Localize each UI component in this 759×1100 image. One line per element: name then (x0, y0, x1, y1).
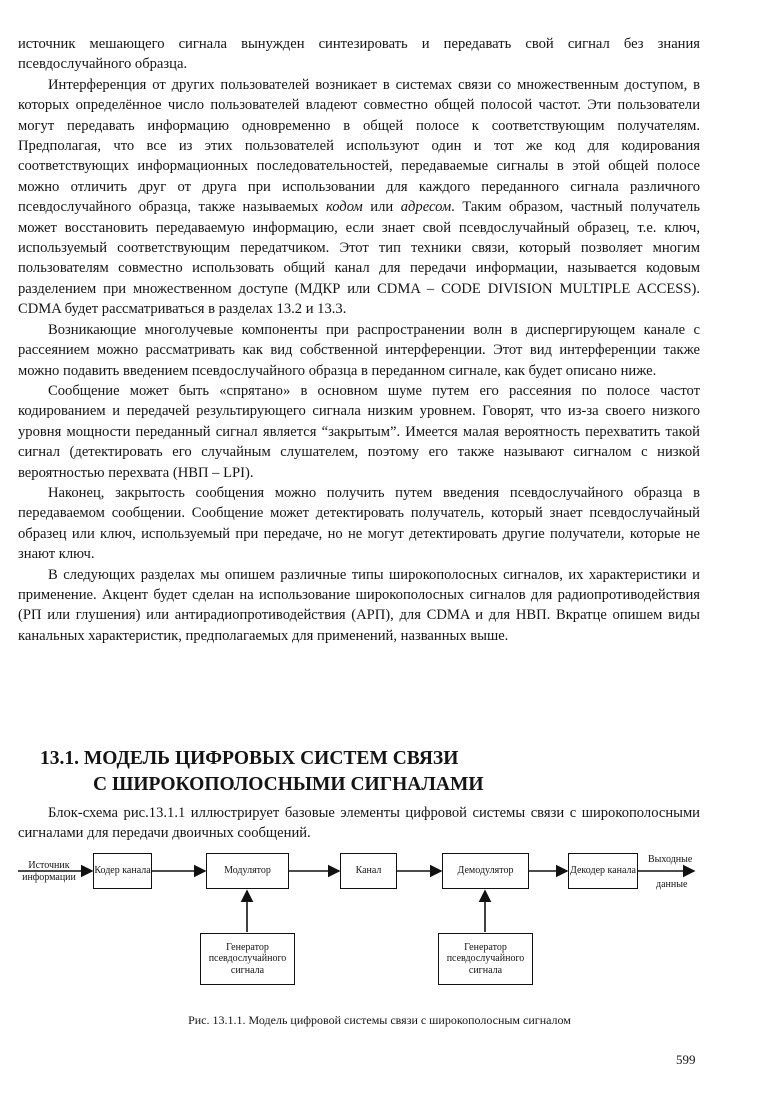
paragraph-4: Сообщение может быть «спрятано» в основном шуме путем его рассеяния по полосе частот кодированием и передачей результирующего сигнала низким уровнем. Говорят, что из-за своего низкого уровня мощности переданный сигнал является “закрытым”. Имеется малая вероятность перехватить такой сигнал (детектировать его случайным слушателем, поэтому его также называют сигналом с низкой вероятностью перехвата (НВП – LPI). (18, 382, 700, 481)
channel-box: Канал (340, 853, 397, 889)
italic-term-address: адресом (400, 199, 452, 216)
pn-generator-rx-box: Генератор псевдослучайного сигнала (438, 933, 533, 985)
body-text (18, 34, 700, 646)
italic-term-code: кодом (325, 199, 363, 216)
section-heading (40, 746, 700, 798)
coder-box: Кодер канала (93, 853, 152, 889)
section-heading-line-2: С ШИРОКОПОЛОСНЫМИ СИГНАЛАМИ (93, 774, 484, 795)
decoder-box: Декодер канала (568, 853, 638, 889)
paragraph-1: источник мешающего сигнала вынужден синтезировать и передавать свой сигнал без знания псевдослучайного образца. (18, 36, 700, 73)
block-diagram (0, 840, 759, 1000)
output-label-1: Выходные (648, 854, 693, 865)
figure-caption: Рис. 13.1.1. Модель цифровой системы связи с широкополосным сигналом (188, 1013, 571, 1027)
paragraph-2-tail: . Таким образом, частный получатель может восстановить передаваемую информацию, если знает свой псевдослучайный образец, т.е. ключ, используемый соответствующим передатчиком. Этот тип техники связи, который позволяет многим пользователям совместно использовать общий канал для передачи информации, называется кодовым разделением при множественном доступе (МДКР или CDMA – CODE DIVISION MULTIPLE ACCESS). CDMA будет рассматриваться в разделах 13.2 и 13.3. (18, 199, 700, 318)
pn-generator-tx-box: Генератор псевдослучайного сигнала (200, 933, 295, 985)
source-label: Источник информации (22, 860, 76, 883)
paragraph-2-text: Интерференция от других пользователей возникает в системах связи со множественным доступом, в которых определённое число пользователей владеют совместно общей полосой частот. Эти пользователи могут передавать информацию одновременно в общей полосе к соответствующим получателям. Предполагая, что все из этих пользователей используют один и тот же код для кодирования соответствующих информационных последовательностей, передаваемые сигналы в этой общей полосе можно отличить друг от друга при использовании для каждого переданного сигнала различного псевдослучайного образца, также называемых (18, 76, 700, 216)
section-heading-line-1: 13.1. МОДЕЛЬ ЦИФРОВЫХ СИСТЕМ СВЯЗИ (40, 748, 459, 769)
paragraph-3: Возникающие многолучевые компоненты при распространении волн в диспергирующем канале с рассеянием можно рассматривать как вид собственной интерференции. Этот вид интерференции также можно подавить введением псевдослучайного образца в переданном сигнале, как будет описано ниже. (18, 321, 700, 379)
page-number: 599 (676, 1052, 696, 1067)
paragraph-6: В следующих разделах мы опишем различные типы широкополосных сигналов, их характеристики и применение. Акцент будет сделан на использование широкополосных сигналов для радиопротиводействия (РП или глушения) или антирадиопротиводействия (АРП), для CDMA и для НВП. Вкратце опишем виды канальных характеристик, предполагаемых для применений, названных выше. (18, 566, 700, 644)
output-label-2: данные (656, 879, 688, 890)
paragraph-5: Наконец, закрытость сообщения можно получить путем введения псевдослучайного образца в передаваемом сообщении. Сообщение может детектировать получатель, который знает псевдослучайный образец или ключ, используемый при передаче, но не могут детектировать другие получатели, которые не знают ключ. (18, 484, 700, 563)
paragraph-2 (18, 75, 700, 320)
modulator-box: Модулятор (206, 853, 289, 889)
paragraph-2-mid: или (362, 199, 401, 216)
section-intro (18, 803, 700, 844)
section-intro-text: Блок-схема рис.13.1.1 иллюстрирует базовые элементы цифровой системы связи с широкополосными сигналами для передачи двоичных сообщений. (18, 805, 700, 842)
demodulator-box: Демодулятор (442, 853, 529, 889)
